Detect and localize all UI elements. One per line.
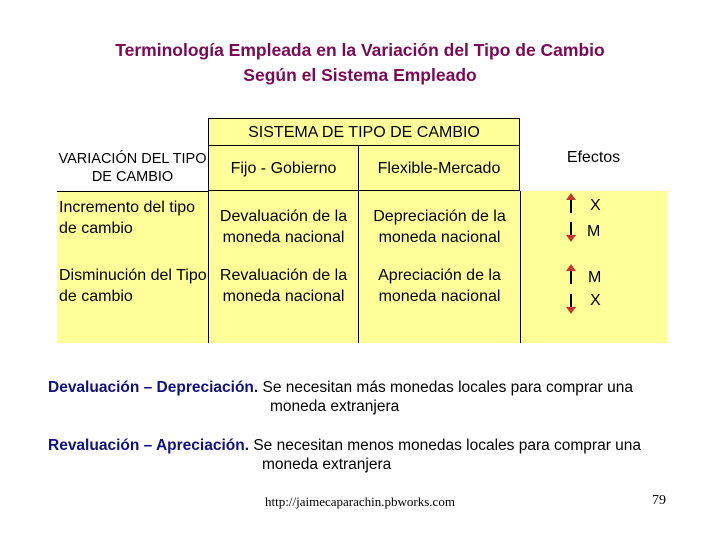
- note-1-text: Se necesitan más monedas locales para comprar una: [258, 379, 633, 396]
- row-2-label: Disminución del Tipo de cambio: [59, 267, 207, 305]
- title-line-2: Según el Sistema Empleado: [243, 65, 477, 85]
- table-cell: [358, 262, 520, 343]
- corner-header-label: VARIACIÓN DEL TIPO DE CAMBIO: [58, 151, 207, 185]
- table-row-label: [57, 191, 208, 262]
- table-cell: [208, 262, 358, 343]
- row-2-effects: [520, 262, 667, 343]
- note-2-lead: Revaluación – Apreciación.: [48, 437, 250, 454]
- system-header: [208, 118, 520, 145]
- arrow-down-icon: [570, 222, 572, 236]
- row-2-flexible: Apreciación de la moneda nacional: [378, 267, 501, 305]
- note-1-continuation: moneda extranjera: [270, 398, 400, 415]
- title-line-1: Terminología Empleada en la Variación del Tipo de Cambio: [115, 40, 605, 60]
- row-1-effect-up: X: [590, 197, 601, 214]
- page-number: 79: [652, 493, 666, 508]
- row-1-label: Incremento del tipo de cambio: [59, 199, 196, 237]
- arrow-up-icon: [570, 199, 572, 213]
- row-1-fixed: Devaluación de la moneda nacional: [219, 207, 348, 246]
- row-1-effect-down: M: [587, 223, 601, 240]
- col-header-fixed-label: Fijo - Gobierno: [230, 159, 337, 177]
- row-1-flexible: Depreciación de la moneda nacional: [373, 207, 506, 246]
- arrow-down-icon: [570, 294, 572, 308]
- col-header-flexible: [358, 145, 520, 191]
- note-1-lead: Devaluación – Depreciación.: [48, 379, 259, 396]
- table-row-label: [57, 262, 208, 343]
- col-header-flexible-label: Flexible-Mercado: [377, 159, 501, 177]
- corner-header: [57, 145, 208, 191]
- table-cell: [208, 191, 358, 262]
- col-header-effects-label: Efectos: [566, 149, 621, 166]
- table-cell: [358, 191, 520, 262]
- arrow-up-icon: [570, 270, 572, 284]
- note-revaluation: [48, 436, 688, 474]
- note-2-text: Se necesitan menos monedas locales para comprar una: [249, 437, 642, 454]
- row-2-effect-up: M: [588, 269, 602, 286]
- footer-url: http://jaimecaparachin.pbworks.com: [265, 494, 455, 509]
- row-1-effects: [520, 191, 667, 262]
- note-2-continuation: moneda extranjera: [262, 456, 392, 473]
- row-2-fixed: Revaluación de la moneda nacional: [219, 267, 348, 305]
- system-header-label: SISTEMA DE TIPO DE CAMBIO: [248, 123, 480, 141]
- slide-title: [0, 38, 720, 88]
- col-header-effects: [520, 147, 667, 191]
- row-2-effect-down: X: [590, 292, 601, 309]
- col-header-fixed: [208, 145, 358, 191]
- note-devaluation: [48, 378, 688, 416]
